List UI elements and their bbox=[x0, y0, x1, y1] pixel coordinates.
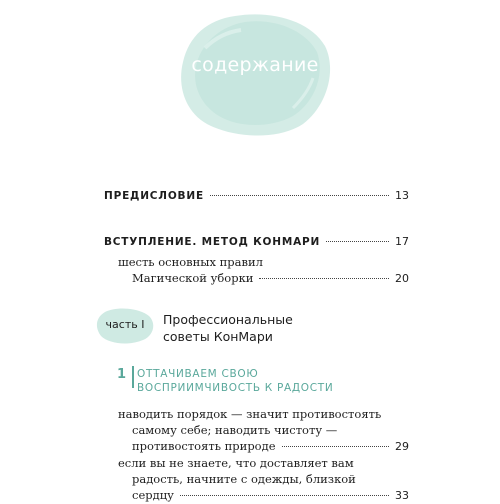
toc-page-number: 17 bbox=[395, 235, 409, 248]
toc-entry-text-line: радость, начните с одежды, близкой bbox=[132, 472, 356, 486]
chapter-title-line: ВОСПРИИМЧИВОСТЬ К РАДОСТИ bbox=[137, 382, 334, 394]
chapter-divider bbox=[132, 366, 134, 388]
toc-entry-text-line: если вы не знаете, что доставляет вам bbox=[118, 456, 354, 470]
leader-dots bbox=[326, 241, 389, 242]
toc-entry-text-line: самому себе; наводить чистоту — bbox=[132, 423, 338, 437]
part-title[interactable] bbox=[163, 311, 293, 345]
chapter-title-line: ОТТАЧИВАЕМ СВОЮ bbox=[137, 368, 259, 380]
toc-entry-intro[interactable] bbox=[104, 235, 409, 248]
toc-entry-label: ПРЕДИСЛОВИЕ bbox=[104, 190, 204, 202]
chapter-title[interactable] bbox=[137, 367, 333, 395]
toc-entry-label: ВСТУПЛЕНИЕ. МЕТОД КОНМАРИ bbox=[104, 236, 321, 248]
toc-page-number: 13 bbox=[395, 189, 409, 202]
leader-dots bbox=[210, 195, 389, 196]
toc-entry-preface[interactable] bbox=[104, 189, 409, 202]
leader-dots bbox=[282, 446, 390, 447]
part-label: часть I bbox=[105, 318, 145, 331]
leader-dots bbox=[180, 495, 389, 496]
toc-page-number: 20 bbox=[395, 272, 409, 285]
toc-entry-text-line: наводить порядок — значит противостоять bbox=[118, 407, 382, 421]
toc-entry-order-vs-self[interactable] bbox=[118, 406, 409, 455]
chapter-number: 1 bbox=[117, 367, 127, 382]
toc-entry-six-rules[interactable] bbox=[118, 254, 409, 287]
toc-entry-start-with-clothes[interactable] bbox=[118, 455, 409, 504]
toc-entry-text-line: шесть основных правил bbox=[118, 255, 263, 269]
toc-page-number: 29 bbox=[395, 440, 409, 453]
toc-entry-text-line: противостоять природе bbox=[132, 439, 276, 453]
toc-page-number: 33 bbox=[395, 489, 409, 502]
part-title-line: советы КонМари bbox=[163, 329, 273, 344]
leader-dots bbox=[259, 278, 389, 279]
page-title: содержание bbox=[191, 54, 319, 76]
part-title-line: Профессиональные bbox=[163, 312, 293, 327]
toc-entry-text-line: Магической уборки bbox=[132, 271, 254, 285]
toc-entry-text-line: сердцу bbox=[132, 488, 174, 502]
